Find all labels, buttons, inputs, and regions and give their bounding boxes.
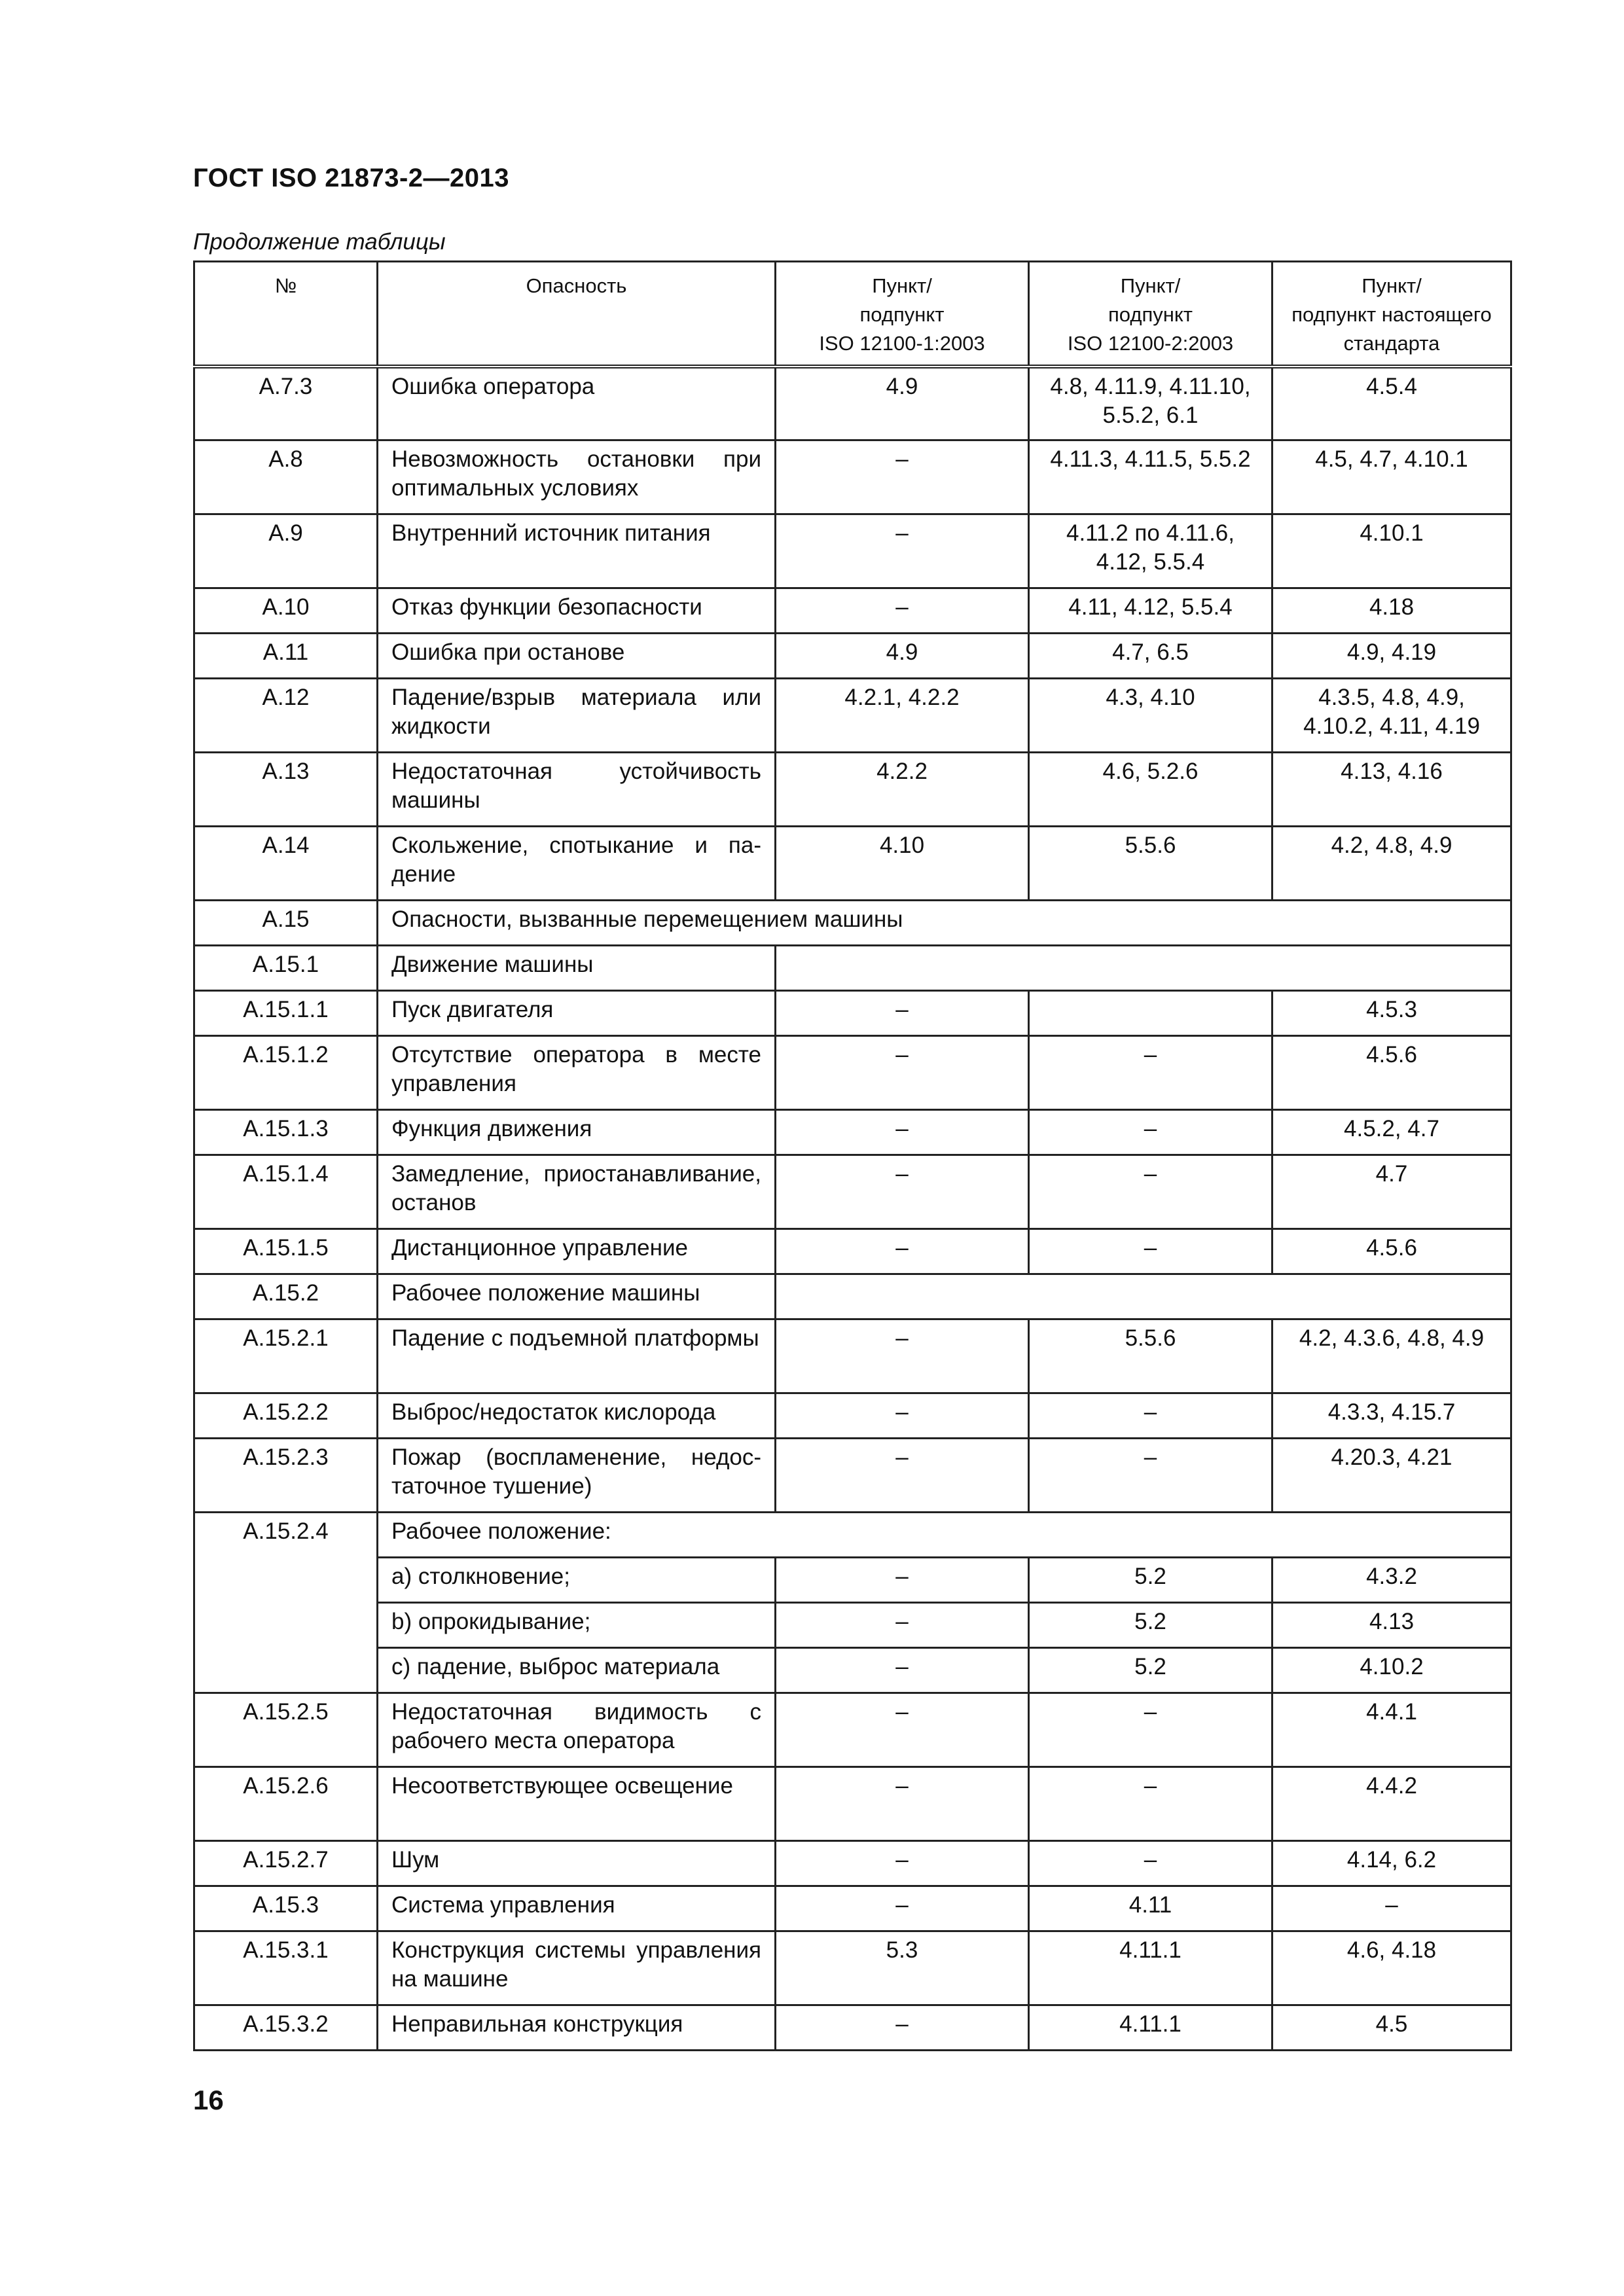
standard-clause-cell: 4.3.3, 4.15.7 [1272,1393,1511,1439]
hazard-cell: Выброс/недостаток кислорода [378,1393,776,1439]
standard-clause-cell: 4.4.1 [1272,1693,1511,1767]
item-number-cell: A.12 [194,679,378,753]
item-number-cell: A.15.2.5 [194,1693,378,1767]
empty-cell [776,946,1511,991]
table-row [194,946,1511,991]
item-number-cell: A.14 [194,827,378,901]
item-number-cell: A.10 [194,588,378,634]
hazard-cell: Ошибка оператора [378,367,776,440]
hazard-table [193,260,1512,2051]
table-row [194,1155,1511,1229]
table-row [194,1767,1511,1841]
iso12100-2-cell: – [1029,1036,1272,1110]
table-row [194,1319,1511,1393]
hazard-cell: b) опрокидывание; [378,1603,776,1648]
item-number-cell: A.15.1.5 [194,1229,378,1274]
empty-cell [776,1274,1511,1319]
iso12100-2-cell: 5.5.6 [1029,1319,1272,1393]
item-number-cell: A.15.2 [194,1274,378,1319]
column-header: Пункт/ подпункт ISO 12100-2:2003 [1029,262,1272,367]
standard-clause-cell: 4.10.1 [1272,514,1511,588]
standard-clause-cell: 4.5, 4.7, 4.10.1 [1272,440,1511,514]
iso12100-2-cell: – [1029,1229,1272,1274]
item-number-cell: A.13 [194,753,378,827]
table-row [194,514,1511,588]
table-row [194,588,1511,634]
table-row [194,1693,1511,1767]
iso12100-1-cell: 4.9 [776,367,1029,440]
hazard-cell: Пожар (воспламенение, недостаточное тушение) [378,1439,776,1513]
item-number-cell: A.15.3 [194,1886,378,1931]
iso12100-1-cell: – [776,1319,1029,1393]
item-number-cell: A.15.2.3 [194,1439,378,1513]
hazard-cell: Замедление, приостанавливание, останов [378,1155,776,1229]
iso12100-1-cell: – [776,1648,1029,1693]
hazard-cell: Невозможность остановки при оптимальных условиях [378,440,776,514]
hazard-cell: Движение машины [378,946,776,991]
iso12100-1-cell: – [776,440,1029,514]
iso12100-2-cell: – [1029,1693,1272,1767]
table-header-row [194,262,1511,367]
standard-clause-cell: 4.5.6 [1272,1229,1511,1274]
iso12100-1-cell: – [776,1841,1029,1886]
hazard-cell: Шум [378,1841,776,1886]
iso12100-2-cell: 4.11.3, 4.11.5, 5.5.2 [1029,440,1272,514]
item-number-cell: A.15.2.4 [194,1513,378,1693]
hazard-cell: Система управления [378,1886,776,1931]
table-row [194,440,1511,514]
iso12100-1-cell: – [776,1393,1029,1439]
standard-clause-cell: 4.5.6 [1272,1036,1511,1110]
column-header: Опасность [378,262,776,367]
standard-clause-cell: 4.3.5, 4.8, 4.9, 4.10.2, 4.11, 4.19 [1272,679,1511,753]
page-number: 16 [193,2085,224,2115]
item-number-cell: A.15.2.7 [194,1841,378,1886]
item-number-cell: A.15.1 [194,946,378,991]
iso12100-1-cell: – [776,1439,1029,1513]
table-row [194,2005,1511,2051]
iso12100-1-cell: – [776,514,1029,588]
standard-clause-cell: 4.5.4 [1272,367,1511,440]
table-row [194,1603,1511,1648]
hazard-cell: Отсутствие оператора в месте управления [378,1036,776,1110]
iso12100-1-cell: – [776,1229,1029,1274]
hazard-cell: Рабочее положение: [378,1513,1511,1558]
hazard-cell: Дистанционное управление [378,1229,776,1274]
iso12100-2-cell: – [1029,1841,1272,1886]
iso12100-1-cell: – [776,1603,1029,1648]
iso12100-1-cell: – [776,1558,1029,1603]
item-number-cell: A.11 [194,634,378,679]
iso12100-2-cell: 4.11.1 [1029,1931,1272,2005]
standard-clause-cell: 4.13 [1272,1603,1511,1648]
item-number-cell: A.15.3.2 [194,2005,378,2051]
item-number-cell: A.15.1.4 [194,1155,378,1229]
standard-clause-cell: 4.18 [1272,588,1511,634]
standard-clause-cell: 4.5 [1272,2005,1511,2051]
table-row [194,901,1511,946]
iso12100-2-cell: 5.2 [1029,1558,1272,1603]
standard-clause-cell: 4.7 [1272,1155,1511,1229]
hazard-cell: Падение с подъемной платформы [378,1319,776,1393]
iso12100-2-cell: 4.3, 4.10 [1029,679,1272,753]
iso12100-2-cell: 5.2 [1029,1603,1272,1648]
table-row [194,1648,1511,1693]
column-header: Пункт/ подпункт ISO 12100-1:2003 [776,262,1029,367]
iso12100-1-cell: – [776,1036,1029,1110]
iso12100-2-cell: – [1029,1439,1272,1513]
iso12100-1-cell: – [776,1693,1029,1767]
iso12100-2-cell: 4.7, 6.5 [1029,634,1272,679]
table-row [194,827,1511,901]
hazard-cell: Падение/взрыв материала или жидкости [378,679,776,753]
table-row [194,1886,1511,1931]
table-row [194,679,1511,753]
item-number-cell: A.15.1.3 [194,1110,378,1155]
table-row [194,1841,1511,1886]
iso12100-1-cell: – [776,1110,1029,1155]
table-row [194,634,1511,679]
column-header: № [194,262,378,367]
hazard-cell: Функция движения [378,1110,776,1155]
hazard-cell: Несоответствующее освещение [378,1767,776,1841]
iso12100-1-cell: 4.2.1, 4.2.2 [776,679,1029,753]
item-number-cell: A.15.1.2 [194,1036,378,1110]
table-row [194,1036,1511,1110]
hazard-cell: Внутренний источник питания [378,514,776,588]
hazard-cell: a) столкновение; [378,1558,776,1603]
iso12100-2-cell: – [1029,1110,1272,1155]
standard-clause-cell: 4.5.2, 4.7 [1272,1110,1511,1155]
table-row [194,1229,1511,1274]
table-row [194,991,1511,1036]
standard-clause-cell: 4.9, 4.19 [1272,634,1511,679]
table-row [194,1513,1511,1558]
standard-clause-cell: 4.2, 4.8, 4.9 [1272,827,1511,901]
hazard-cell: Отказ функции безопасности [378,588,776,634]
iso12100-2-cell: – [1029,1393,1272,1439]
hazard-cell: Опасности, вызванные перемещением машины [378,901,1511,946]
item-number-cell: A.15.2.6 [194,1767,378,1841]
item-number-cell: A.15.2.2 [194,1393,378,1439]
table-row [194,367,1511,440]
iso12100-2-cell: 4.11 [1029,1886,1272,1931]
standard-clause-cell: 4.10.2 [1272,1648,1511,1693]
hazard-cell: Недостаточная устойчивость машины [378,753,776,827]
hazard-cell: Конструкция системы управления на машине [378,1931,776,2005]
standard-clause-cell: 4.6, 4.18 [1272,1931,1511,2005]
standard-clause-cell: 4.2, 4.3.6, 4.8, 4.9 [1272,1319,1511,1393]
hazard-cell: c) падение, выброс материала [378,1648,776,1693]
item-number-cell: A.15 [194,901,378,946]
document-header: ГОСТ ISO 21873-2—2013 [193,164,509,192]
item-number-cell: A.8 [194,440,378,514]
standard-clause-cell: 4.20.3, 4.21 [1272,1439,1511,1513]
standard-clause-cell: 4.13, 4.16 [1272,753,1511,827]
iso12100-1-cell: 5.3 [776,1931,1029,2005]
iso12100-2-cell: – [1029,1155,1272,1229]
table-row [194,1393,1511,1439]
standard-clause-cell: 4.5.3 [1272,991,1511,1036]
standard-clause-cell: – [1272,1886,1511,1931]
table-continuation-label: Продолжение таблицы [193,229,446,255]
hazard-cell: Рабочее положение машины [378,1274,776,1319]
iso12100-1-cell: 4.9 [776,634,1029,679]
table-row [194,1558,1511,1603]
iso12100-1-cell: – [776,991,1029,1036]
item-number-cell: A.7.3 [194,367,378,440]
item-number-cell: A.15.3.1 [194,1931,378,2005]
iso12100-1-cell: – [776,588,1029,634]
iso12100-2-cell: 4.11.2 по 4.11.6, 4.12, 5.5.4 [1029,514,1272,588]
iso12100-1-cell: – [776,1155,1029,1229]
item-number-cell: A.15.1.1 [194,991,378,1036]
table-row [194,1110,1511,1155]
standard-clause-cell: 4.14, 6.2 [1272,1841,1511,1886]
iso12100-1-cell: – [776,1886,1029,1931]
iso12100-2-cell: 5.2 [1029,1648,1272,1693]
column-header: Пункт/ подпункт настоящего стандарта [1272,262,1511,367]
iso12100-2-cell: – [1029,1767,1272,1841]
table-row [194,1439,1511,1513]
hazard-cell: Неправильная конструкция [378,2005,776,2051]
table-row [194,1274,1511,1319]
iso12100-2-cell [1029,991,1272,1036]
iso12100-2-cell: 4.6, 5.2.6 [1029,753,1272,827]
standard-clause-cell: 4.4.2 [1272,1767,1511,1841]
iso12100-1-cell: 4.2.2 [776,753,1029,827]
table-row [194,1931,1511,2005]
iso12100-2-cell: 4.11, 4.12, 5.5.4 [1029,588,1272,634]
iso12100-2-cell: 4.8, 4.11.9, 4.11.10, 5.5.2, 6.1 [1029,367,1272,440]
item-number-cell: A.15.2.1 [194,1319,378,1393]
iso12100-1-cell: – [776,2005,1029,2051]
hazard-cell: Ошибка при останове [378,634,776,679]
hazard-cell: Недостаточная видимость с рабочего места оператора [378,1693,776,1767]
hazard-cell: Скольжение, спотыкание и падение [378,827,776,901]
standard-clause-cell: 4.3.2 [1272,1558,1511,1603]
iso12100-2-cell: 4.11.1 [1029,2005,1272,2051]
table-row [194,753,1511,827]
item-number-cell: A.9 [194,514,378,588]
hazard-cell: Пуск двигателя [378,991,776,1036]
iso12100-2-cell: 5.5.6 [1029,827,1272,901]
iso12100-1-cell: – [776,1767,1029,1841]
iso12100-1-cell: 4.10 [776,827,1029,901]
